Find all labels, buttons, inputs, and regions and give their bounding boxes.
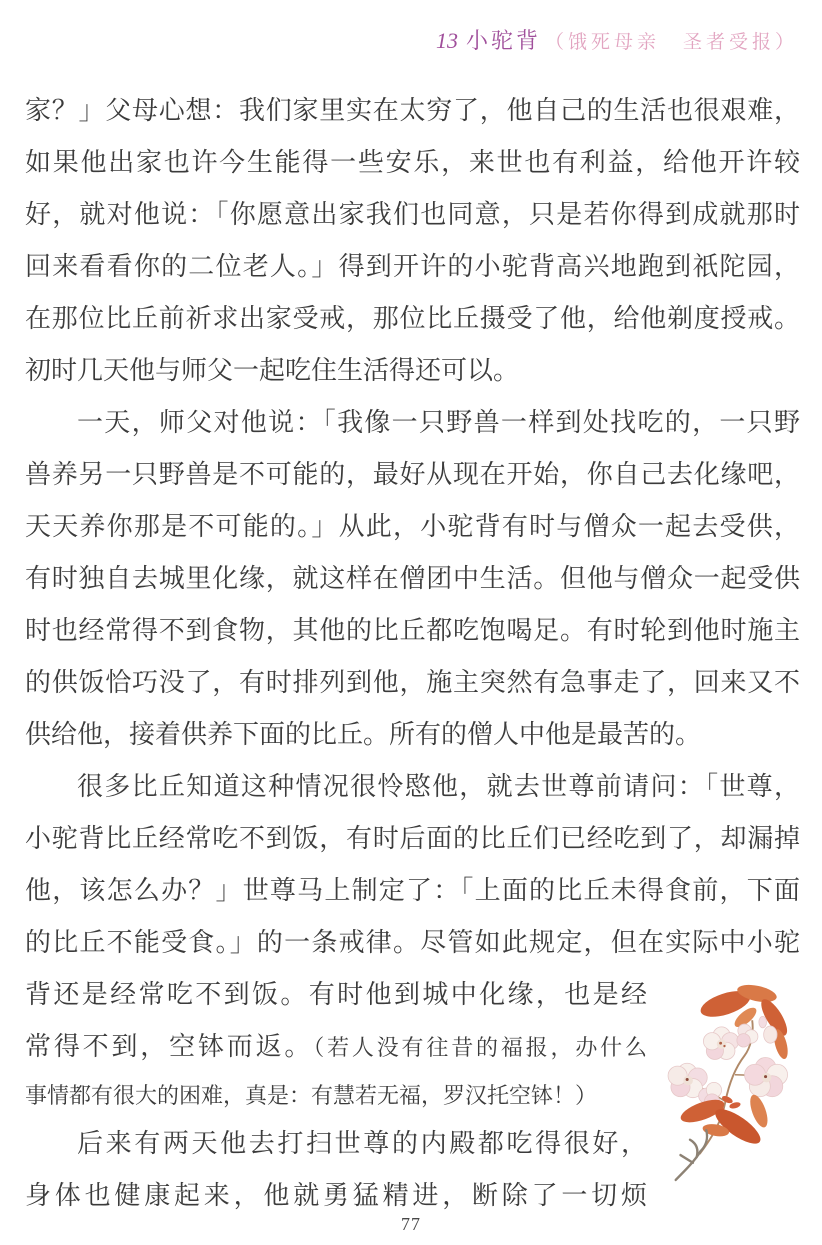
text-line: 时也经常得不到食物，其他的比丘都吃饱喝足。有时轮到他时施主 — [25, 616, 800, 645]
text-line: 一天，师父对他说：「我像一只野兽一样到处找吃的，一只野 — [77, 408, 800, 437]
text-line: 天天养你那是不可能的。」从此，小驼背有时与僧众一起去受供， — [25, 512, 800, 541]
text-line: 很多比丘知道这种情况很怜愍他，就去世尊前请问：「世尊， — [77, 772, 800, 801]
page-number: 77 — [401, 1214, 421, 1234]
bottom-section — [25, 969, 800, 1222]
chapter-number: 13 — [435, 28, 458, 53]
text-line — [25, 1021, 647, 1074]
chapter-title: 小驼背 — [465, 28, 541, 53]
text-line: 有时独自去城里化缘，就这样在僧团中生活。但他与僧众一起受供 — [25, 564, 800, 593]
text-line: 的比丘不能受食。」的一条戒律。尽管如此规定，但在实际中小驼 — [25, 928, 800, 957]
text-line: 背还是经常吃不到饭。有时他到城中化缘，也是经 — [25, 980, 647, 1009]
text-line: 回来看看你的二位老人。」得到开许的小驼背高兴地跑到祇陀园， — [25, 252, 800, 281]
body-text — [0, 85, 822, 1222]
blossom-branch-illustration — [647, 965, 800, 1195]
inline-note-line: 事情都有很大的困难，真是：有慧若无福，罗汉托空钵！） — [25, 1083, 598, 1108]
text-line: 供给他，接着供养下面的比丘。所有的僧人中他是最苦的。 — [25, 720, 702, 749]
text-line: 如果他出家也许今生能得一些安乐，来世也有利益，给他开许较 — [25, 148, 800, 177]
blossoms — [668, 1016, 788, 1109]
text-segment: 常得不到，空钵而返。 — [25, 1032, 314, 1061]
illustration-column — [647, 965, 800, 1200]
chapter-header — [0, 0, 822, 55]
inline-note: （若人没有往昔的福报，办什么 — [313, 1035, 647, 1060]
text-line: 家？」父母心想：我们家里实在太穷了，他自己的生活也很艰难， — [25, 96, 800, 125]
text-line: 后来有两天他去打扫世尊的内殿都吃得很好， — [77, 1129, 647, 1158]
text-line: 他，该怎么办？」世尊马上制定了：「上面的比丘未得食前，下面 — [25, 876, 800, 905]
text-line: 小驼背比丘经常吃不到饭，有时后面的比丘们已经吃到了，却漏掉 — [25, 824, 800, 853]
text-line: 兽养另一只野兽是不可能的，最好从现在开始，你自己去化缘吧， — [25, 460, 800, 489]
text-line: 初时几天他与师父一起吃住生活得还可以。 — [25, 356, 520, 385]
text-line: 的供饭恰巧没了，有时排列到他，施主突然有急事走了，回来又不 — [25, 668, 800, 697]
text-line: 身体也健康起来，他就勇猛精进，断除了一切烦 — [25, 1181, 647, 1210]
twig — [676, 1130, 707, 1180]
text-line: 好，就对他说：「你愿意出家我们也同意，只是若你得到成就那时 — [25, 200, 800, 229]
text-column — [25, 969, 647, 1222]
text-line: 在那位比丘前祈求出家受戒，那位比丘摄受了他，给他剃度授戒。 — [25, 304, 800, 333]
chapter-subtitle: （饿死母亲 圣者受报） — [544, 32, 798, 53]
